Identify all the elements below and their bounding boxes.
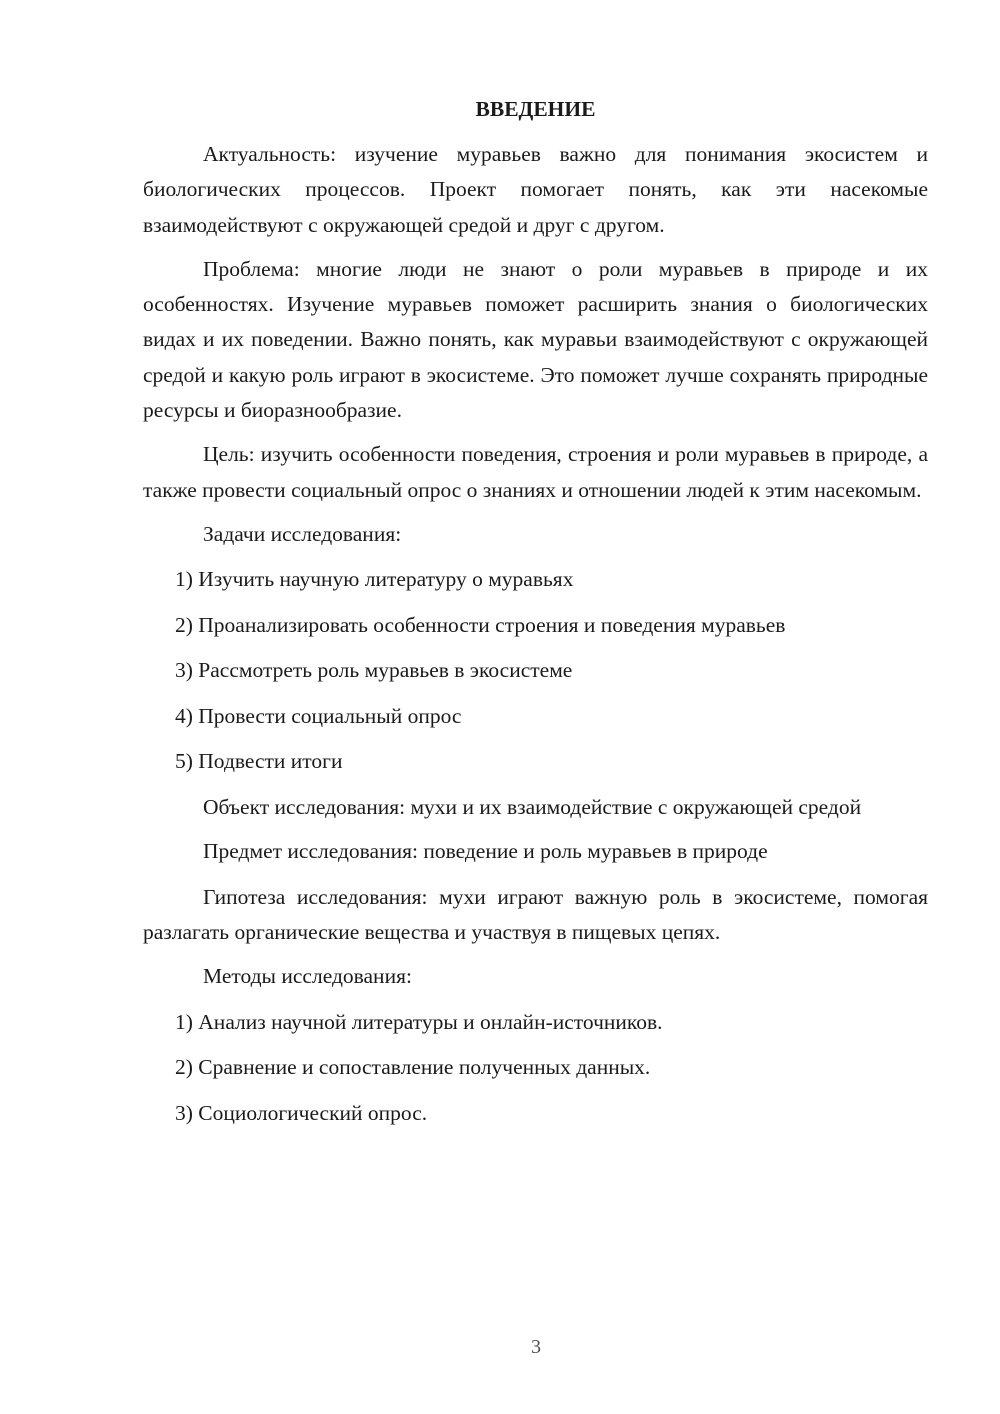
hypothesis-paragraph: Гипотеза исследования: мухи играют важную роль в экосистеме, помогая разлагать органические вещества и участвуя в пищевых цепях. (143, 884, 928, 945)
document-page (143, 92, 928, 1141)
task-item: 4) Провести социальный опрос (175, 703, 462, 728)
subject-paragraph: Предмет исследования: поведение и роль муравьев в природе (203, 839, 768, 864)
methods-heading: Методы исследования: (203, 964, 412, 989)
task-item: 3) Рассмотреть роль муравьев в экосистеме (175, 658, 573, 683)
method-item: 1) Анализ научной литературы и онлайн-источников. (175, 1009, 663, 1034)
object-paragraph: Объект исследования: мухи и их взаимодействие с окружающей средой (203, 794, 862, 819)
task-item: 1) Изучить научную литературу о муравьях (175, 567, 574, 592)
problem-paragraph: Проблема: многие люди не знают о роли муравьев в природе и их особенностях. Изучение муравьев поможет расширить знания о биологических видах и их поведении. Важно понять, как муравьи взаимодействуют с окружающей средой и какую роль играют в экосистеме. Это поможет лучше сохранять природные ресурсы и биоразнообразие. (143, 256, 928, 423)
method-item: 2) Сравнение и сопоставление полученных данных. (175, 1055, 651, 1080)
method-item: 3) Социологический опрос. (175, 1100, 428, 1125)
relevance-paragraph: Актуальность: изучение муравьев важно для понимания экосистем и биологических процессов. Проект помогает понять, как эти насекомые взаимодействуют с окружающей средой и друг с другом. (143, 142, 928, 237)
goal-paragraph: Цель: изучить особенности поведения, строения и роли муравьев в природе, а также провести социальный опрос о знаниях и отношении людей к этим насекомым. (143, 442, 928, 502)
tasks-heading: Задачи исследования: (203, 521, 402, 546)
task-item: 5) Подвести итоги (175, 749, 343, 774)
page-number: 3 (531, 1336, 541, 1358)
task-item: 2) Проанализировать особенности строения и поведения муравьев (175, 612, 786, 637)
section-title: ВВЕДЕНИЕ (475, 97, 596, 121)
